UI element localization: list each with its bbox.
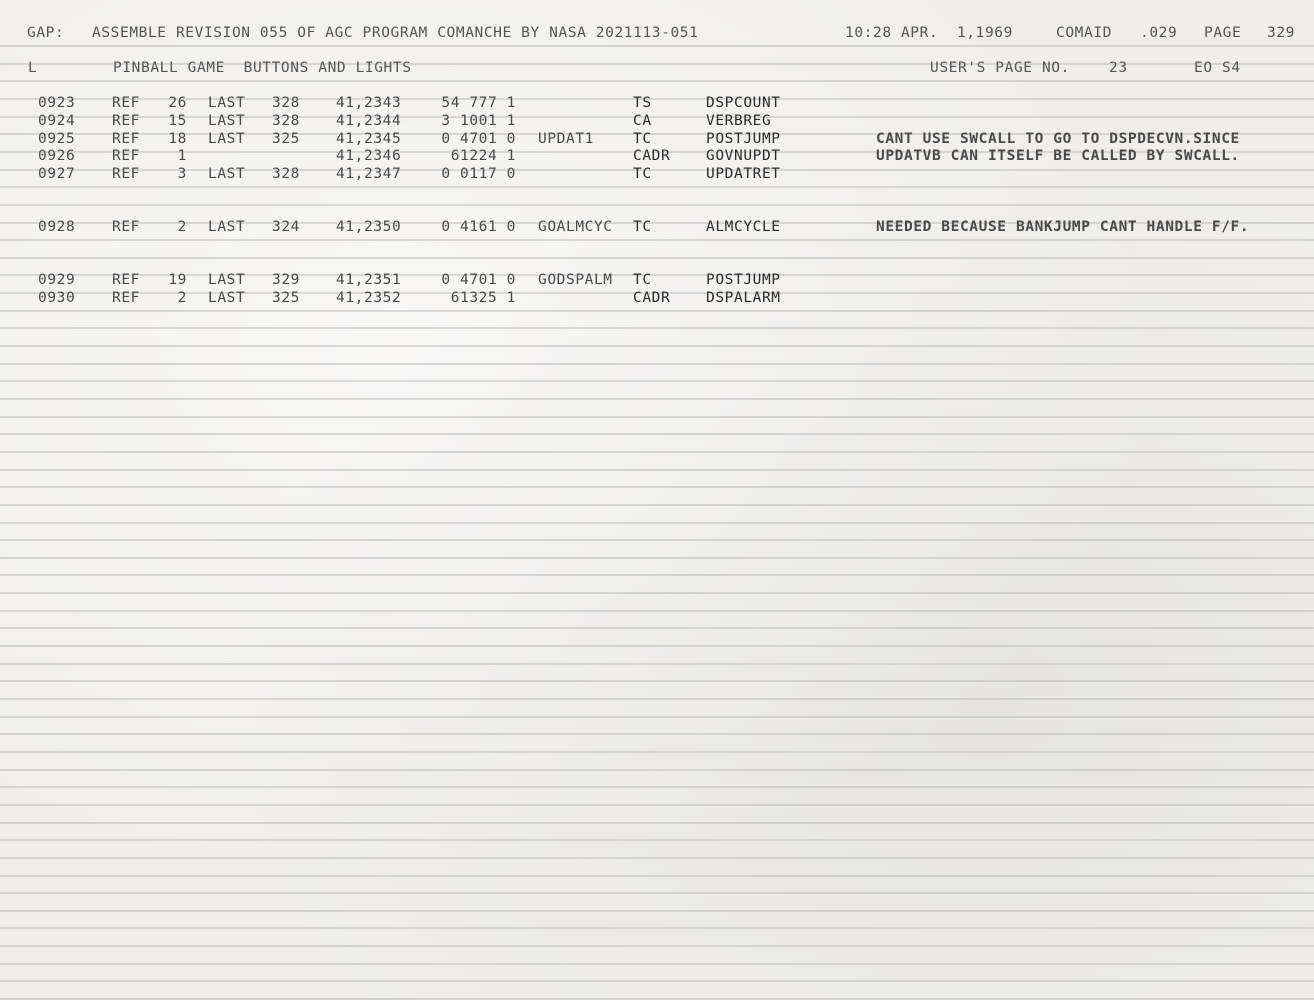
address: 41,2343 bbox=[336, 95, 402, 111]
line-number: 0930 bbox=[38, 290, 76, 306]
last-page: 329 bbox=[272, 272, 300, 288]
ref-label: REF bbox=[112, 290, 140, 306]
users-page-number: 23 bbox=[1109, 60, 1128, 76]
ref-count: 18 bbox=[168, 131, 187, 147]
comment: NEEDED BECAUSE BANKJUMP CANT HANDLE F/F. bbox=[876, 219, 1250, 235]
line-number: 0925 bbox=[38, 131, 76, 147]
octal-code: 0 4161 0 bbox=[441, 219, 516, 235]
octal-code: 0 4701 0 bbox=[441, 131, 516, 147]
octal-code: 61224 1 bbox=[450, 148, 516, 164]
address: 41,2345 bbox=[336, 131, 402, 147]
ref-label: REF bbox=[112, 113, 140, 129]
last-page: 328 bbox=[272, 95, 300, 111]
opcode: TC bbox=[633, 272, 652, 288]
last-label: LAST bbox=[208, 272, 246, 288]
opcode: CADR bbox=[633, 148, 671, 164]
address: 41,2350 bbox=[336, 219, 402, 235]
ref-count: 26 bbox=[168, 95, 187, 111]
ref-count: 2 bbox=[177, 219, 187, 235]
address: 41,2352 bbox=[336, 290, 402, 306]
last-label: LAST bbox=[208, 113, 246, 129]
symbol-label: GODSPALM bbox=[538, 272, 613, 288]
operand: DSPALARM bbox=[706, 290, 781, 306]
ref-count: 1 bbox=[177, 148, 187, 164]
ref-label: REF bbox=[112, 148, 140, 164]
opcode: TC bbox=[633, 166, 652, 182]
last-page: 328 bbox=[272, 166, 300, 182]
operand: POSTJUMP bbox=[706, 131, 781, 147]
operand: ALMCYCLE bbox=[706, 219, 781, 235]
last-label: LAST bbox=[208, 131, 246, 147]
section-title: PINBALL GAME BUTTONS AND LIGHTS bbox=[113, 60, 412, 76]
ref-count: 15 bbox=[168, 113, 187, 129]
ref-count: 3 bbox=[177, 166, 187, 182]
comaid-label: COMAID bbox=[1056, 25, 1112, 41]
ref-label: REF bbox=[112, 272, 140, 288]
last-label: LAST bbox=[208, 290, 246, 306]
users-page-label: USER'S PAGE NO. bbox=[930, 60, 1070, 76]
last-page: 325 bbox=[272, 131, 300, 147]
eo-code: EO S4 bbox=[1194, 60, 1241, 76]
run-number: .029 bbox=[1140, 25, 1178, 41]
address: 41,2347 bbox=[336, 166, 402, 182]
gap-label: GAP: bbox=[27, 25, 65, 41]
page-label: PAGE bbox=[1204, 25, 1242, 41]
opcode: CADR bbox=[633, 290, 671, 306]
opcode: TC bbox=[633, 219, 652, 235]
octal-code: 61325 1 bbox=[450, 290, 516, 306]
line-number: 0926 bbox=[38, 148, 76, 164]
comment: CANT USE SWCALL TO GO TO DSPDECVN.SINCE bbox=[876, 131, 1240, 147]
time-date: 10:28 APR. 1,1969 bbox=[845, 25, 1013, 41]
opcode: CA bbox=[633, 113, 652, 129]
line-number: 0923 bbox=[38, 95, 76, 111]
ref-count: 2 bbox=[177, 290, 187, 306]
octal-code: 0 0117 0 bbox=[441, 166, 516, 182]
page-number: 329 bbox=[1267, 25, 1295, 41]
octal-code: 0 4701 0 bbox=[441, 272, 516, 288]
octal-code: 3 1001 1 bbox=[441, 113, 516, 129]
last-label: LAST bbox=[208, 95, 246, 111]
last-page: 324 bbox=[272, 219, 300, 235]
comment: UPDATVB CAN ITSELF BE CALLED BY SWCALL. bbox=[876, 148, 1240, 164]
last-label: LAST bbox=[208, 166, 246, 182]
ref-count: 19 bbox=[168, 272, 187, 288]
last-label: LAST bbox=[208, 219, 246, 235]
ref-label: REF bbox=[112, 131, 140, 147]
line-number: 0928 bbox=[38, 219, 76, 235]
address: 41,2351 bbox=[336, 272, 402, 288]
line-number: 0927 bbox=[38, 166, 76, 182]
operand: DSPCOUNT bbox=[706, 95, 781, 111]
line-number: 0924 bbox=[38, 113, 76, 129]
ref-label: REF bbox=[112, 166, 140, 182]
ref-label: REF bbox=[112, 95, 140, 111]
last-page: 328 bbox=[272, 113, 300, 129]
last-page: 325 bbox=[272, 290, 300, 306]
address: 41,2344 bbox=[336, 113, 402, 129]
assemble-title: ASSEMBLE REVISION 055 OF AGC PROGRAM COMANCHE BY NASA 2021113-051 bbox=[92, 25, 699, 41]
octal-code: 54 777 1 bbox=[441, 95, 516, 111]
symbol-label: UPDAT1 bbox=[538, 131, 594, 147]
line-number: 0929 bbox=[38, 272, 76, 288]
opcode: TC bbox=[633, 131, 652, 147]
operand: GOVNUPDT bbox=[706, 148, 781, 164]
l-marker: L bbox=[28, 60, 38, 76]
operand: VERBREG bbox=[706, 113, 772, 129]
opcode: TS bbox=[633, 95, 652, 111]
symbol-label: GOALMCYC bbox=[538, 219, 613, 235]
operand: POSTJUMP bbox=[706, 272, 781, 288]
ref-label: REF bbox=[112, 219, 140, 235]
operand: UPDATRET bbox=[706, 166, 781, 182]
address: 41,2346 bbox=[336, 148, 402, 164]
